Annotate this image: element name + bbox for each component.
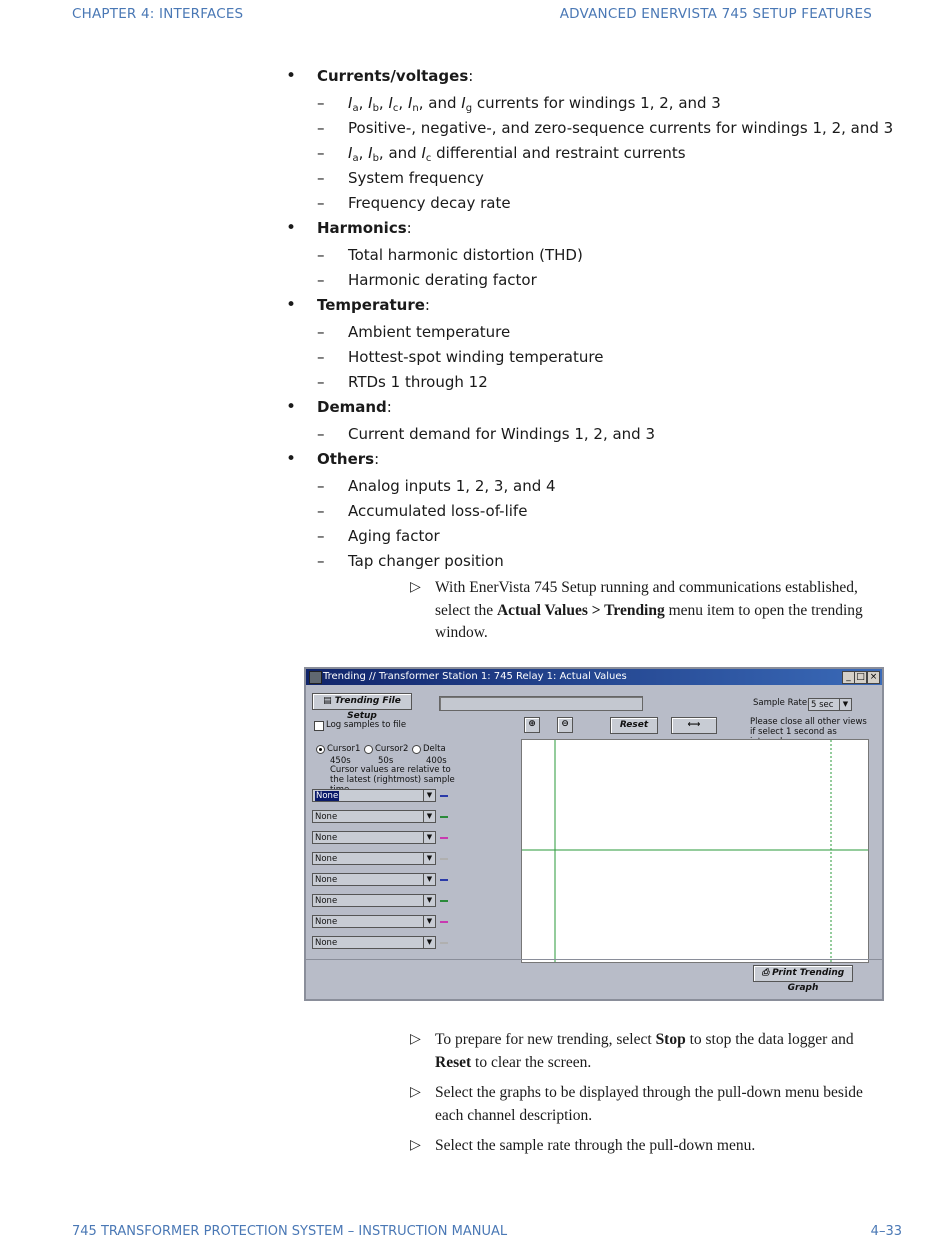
file-path-field[interactable] [439, 696, 643, 711]
channel-select-5[interactable]: None ▼ [312, 873, 436, 886]
channel-color-6 [440, 900, 448, 902]
list-item: – $I_a$, $I_b$, and $I_c$ differential and restraint currents [317, 144, 686, 164]
list-item: – RTDs 1 through 12 [317, 373, 488, 391]
bullet-currents: • Currents/voltages: [286, 66, 474, 86]
triangle-icon: ▷ [410, 1138, 421, 1153]
bullet-harmonics: • Harmonics: [286, 218, 412, 238]
header-chapter: CHAPTER 4: INTERFACES [72, 6, 244, 22]
log-samples-checkbox[interactable] [314, 721, 324, 731]
channel-color-8 [440, 942, 448, 944]
page-number: 4–33 [870, 1224, 902, 1239]
maximize-icon[interactable]: □ [854, 671, 867, 684]
channel-color-2 [440, 816, 448, 818]
triangle-icon: ▷ [410, 1032, 421, 1047]
cursor1-radio[interactable] [316, 745, 325, 754]
list-item: – Positive-, negative-, and zero-sequence currents for windings 1, 2, and 3 [317, 119, 894, 137]
log-samples-label: Log samples to file [326, 720, 407, 730]
channel-color-5 [440, 879, 448, 881]
chevron-down-icon: ▼ [423, 895, 435, 906]
pan-button[interactable] [671, 717, 717, 734]
step-list-top [410, 577, 890, 653]
delta-radio[interactable] [412, 745, 421, 754]
step-prepare: ▷ To prepare for new trending, select Stop to stop the data logger and Reset to clear the screen. [410, 1031, 854, 1071]
cursor2-label: Cursor2 [375, 744, 409, 754]
bullet-others: • Others: [286, 449, 380, 469]
zoom-out-button[interactable] [557, 717, 573, 733]
footer-manual: 745 TRANSFORMER PROTECTION SYSTEM – INSTRUCTION MANUAL [72, 1224, 508, 1239]
cursor2-radio[interactable] [364, 745, 373, 754]
list-item: – $I_a$, $I_b$, $I_c$, $I_n$, and $I_g$ currents for windings 1, 2, and 3 [317, 94, 721, 114]
channel-select-4[interactable]: None ▼ [312, 852, 436, 865]
header-section: ADVANCED ENERVISTA 745 SETUP FEATURES [559, 6, 872, 22]
chevron-down-icon: ▼ [423, 811, 435, 822]
arrows-icon: ⟷ [687, 720, 701, 730]
channel-select-1[interactable]: None ▼ [312, 789, 436, 802]
step-sample-rate: ▷ Select the sample rate through the pull-down menu. [410, 1135, 890, 1158]
channel-color-7 [440, 921, 448, 923]
zoom-in-icon: ⊕ [528, 719, 536, 729]
chevron-down-icon: ▼ [423, 937, 435, 948]
app-icon [309, 671, 322, 684]
chevron-down-icon: ▼ [839, 699, 851, 710]
step-open-trending: ▷ With EnerVista 745 Setup running and communications established, select the Actual Values > Trending menu item to open the trending window. [410, 579, 863, 641]
delta-label: Delta [423, 744, 446, 754]
step-select-graphs: ▷ Select the graphs to be displayed through the pull-down menu beside each channel description. [410, 1084, 863, 1124]
print-trending-graph-button[interactable]: ⎙ Print Trending Graph [753, 965, 853, 982]
delta-value: 400s [426, 756, 447, 766]
channel-select-8[interactable]: None ▼ [312, 936, 436, 949]
interval-note: Please close all other views if select 1 second as [750, 717, 867, 737]
list-item: – Ambient temperature [317, 323, 511, 341]
graph-canvas [522, 740, 868, 962]
minimize-icon[interactable]: _ [842, 671, 855, 684]
list-item: – Accumulated loss-of-life [317, 502, 528, 520]
sample-rate-label: Sample Rate [753, 698, 808, 708]
printer-icon: ⎙ [761, 968, 773, 978]
chevron-down-icon: ▼ [423, 832, 435, 843]
window-divider [306, 959, 882, 960]
bullet-demand: • Demand: [286, 397, 392, 417]
cursor1-value: 450s [330, 756, 351, 766]
list-item: – Harmonic derating factor [317, 271, 537, 289]
list-item: – Analog inputs 1, 2, 3, and 4 [317, 477, 556, 495]
cursor1-label: Cursor1 [327, 744, 361, 754]
cursor-note: Cursor values are relative to the latest (rightmost) sample [330, 765, 455, 785]
trending-graph[interactable] [521, 739, 869, 963]
window-titlebar [306, 669, 882, 685]
trending-file-setup-button[interactable]: ▤ Trending File Setup [312, 693, 412, 710]
chevron-down-icon: ▼ [423, 853, 435, 864]
channel-select-3[interactable]: None ▼ [312, 831, 436, 844]
bullet-temperature: • Temperature: [286, 295, 430, 315]
bullet-list [286, 64, 906, 574]
cursor2-value: 50s [378, 756, 394, 766]
reset-button[interactable]: Reset [610, 717, 658, 734]
list-item: – Tap changer position [317, 552, 504, 570]
list-item: – System frequency [317, 169, 484, 187]
trending-window [304, 667, 884, 1001]
list-item: – Frequency decay rate [317, 194, 511, 212]
list-item: – Total harmonic distortion (THD) [317, 246, 583, 264]
channel-select-6[interactable]: None ▼ [312, 894, 436, 907]
triangle-icon: ▷ [410, 1085, 421, 1100]
channel-color-4 [440, 858, 448, 860]
chevron-down-icon: ▼ [423, 790, 435, 801]
zoom-in-button[interactable] [524, 717, 540, 733]
file-icon: ▤ [323, 696, 335, 706]
step-list-bottom [410, 1029, 890, 1166]
list-item: – Hottest-spot winding temperature [317, 348, 604, 366]
list-item: – Current demand for Windings 1, 2, and 3 [317, 425, 656, 443]
chevron-down-icon: ▼ [423, 916, 435, 927]
channel-color-3 [440, 837, 448, 839]
window-title: Trending // Transformer Station 1: 745 Relay 1: Actual Values [323, 671, 627, 682]
close-icon[interactable]: × [867, 671, 880, 684]
channel-select-7[interactable]: None ▼ [312, 915, 436, 928]
sample-rate-select[interactable]: 5 sec ▼ [808, 698, 852, 711]
chevron-down-icon: ▼ [423, 874, 435, 885]
channel-color-1 [440, 795, 448, 797]
list-item: – Aging factor [317, 527, 440, 545]
channel-select-2[interactable]: None ▼ [312, 810, 436, 823]
triangle-icon: ▷ [410, 580, 421, 595]
zoom-out-icon: ⊖ [561, 719, 569, 729]
